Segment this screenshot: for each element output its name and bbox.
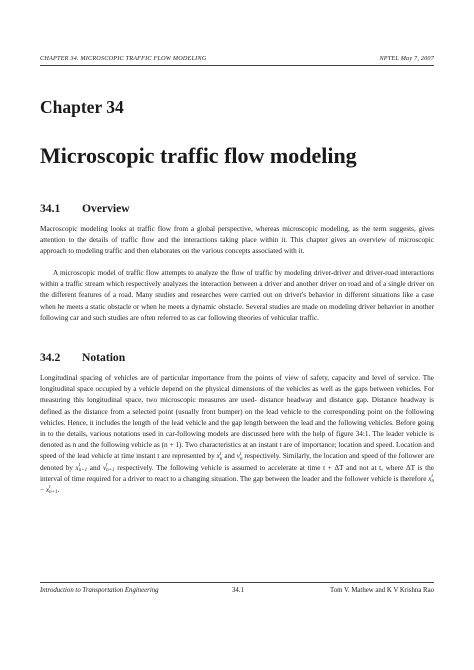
math-symbol: x t n+1: [75, 462, 88, 473]
math-symbol: v t n+1: [102, 462, 115, 473]
overview-paragraph-1: Macroscopic modeling looks at traffic flow from a global perspective, whereas microscopic modeling, as the term suggests, gives attention to the details of traffic flow and the interactions taking place within it. This chapter gives an overview of microscopic approach to modeling traffic and then elaborates on the various concepts associated with it.: [40, 225, 434, 256]
section-heading-overview: [40, 202, 130, 215]
header-rule: [40, 65, 434, 66]
section-number: 34.2: [40, 351, 61, 364]
footer-rule: [40, 582, 434, 583]
notation-paragraph: [40, 373, 434, 496]
page-number: 34.1: [232, 587, 244, 594]
footer-authors: Tom V. Mathew and K V Krishna Rao: [330, 587, 434, 594]
running-header-chapter: CHAPTER 34. MICROSCOPIC TRAFFIC FLOW MODELING: [40, 55, 207, 62]
section-heading-notation: [40, 351, 125, 364]
overview-paragraph-2: A microscopic model of traffic flow attempts to analyze the flow of traffic by modeling driver-driver and driver-road interactions within a traffic stream which respectively analyzes the interaction between a driver and another driver on road and of a single driver on the different features of a road. Many studies and researches were carried out on driver's behavior in different situations like a case when he meets a static obstacle or when he meets a dynamic obstacle. Several studies are made on modeling driver behavior in another following car and such studies are often referred to as car following theories of vehicular traffic.: [40, 269, 434, 322]
section-title: Overview: [82, 202, 130, 215]
section-title: Notation: [82, 351, 126, 364]
math-symbol: x t n+1: [45, 485, 58, 496]
math-symbol: x t n: [216, 451, 223, 462]
section-number: 34.1: [40, 202, 61, 215]
chapter-title: Microscopic traffic flow modeling: [40, 143, 357, 168]
math-symbol: x t n: [428, 474, 434, 485]
running-header-date: NPTEL May 7, 2007: [379, 55, 434, 62]
notation-text: Longitudinal spacing of vehicles are of particular importance from the points of view of safety, capacity and level of service. The longitudinal space occupied by a vehicle depend on the physical dimensions of the vehicles as well as the gaps between vehicles. For measuring this longitudinal space, two microscopic measures are used- distance headway and distance gap. Distance headway is defined as the distance from a selected point (usually front bumper) on the lead vehicle to the corresponding point on the following vehicles. Hence, it includes the length of the lead vehicle and the gap length between the lead and the following vehicles. Before going in to the details, various notations used in car-following models are discussed here with the help of figure 34:1. The leader vehicle is denoted as n and the following vehicle as (n + 1). Two characteristics at an instant t are of importance; location and speed. Location and speed of the lead vehicle at time instant t are represented by x t n and v t n respectively. Similarly, the location and speed of the follower are denoted by x t n+1 and v t n+1 respectively. The following vehicle is assumed to accelerate at time t + ΔT and not at t, where ΔT is the interval of time required for a driver to react to a changing situation. The gap between the leader and the follower vehicle is therefore x t n − x t n+1 .: [40, 374, 435, 496]
footer-course: Introduction to Transportation Engineering: [40, 587, 159, 594]
chapter-label: Chapter 34: [40, 97, 124, 117]
math-symbol: v t n: [236, 451, 243, 462]
